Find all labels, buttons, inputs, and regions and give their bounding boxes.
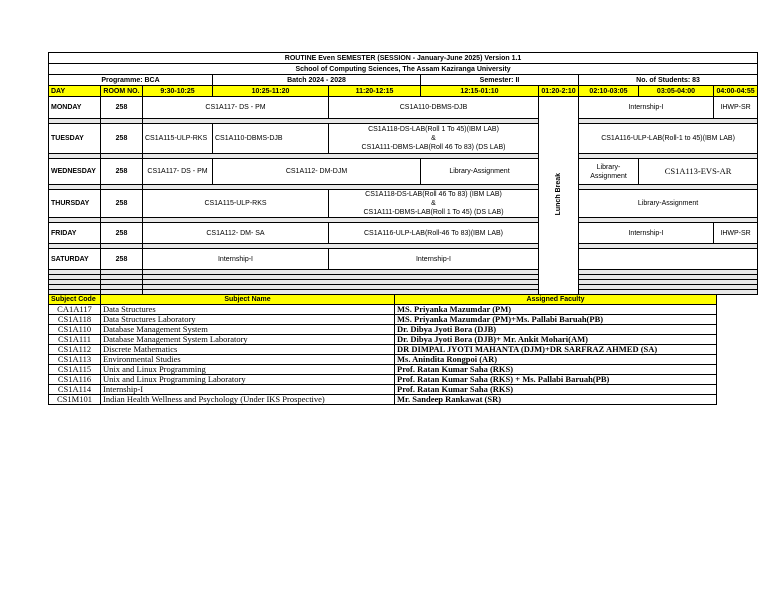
subject-faculty: Dr. Dibya Jyoti Bora (DJB) <box>395 325 717 335</box>
room-thursday: 258 <box>101 190 143 218</box>
subject-row <box>49 365 717 375</box>
wednesday-slot-5: CS1A113-EVS-AR <box>639 159 758 185</box>
subject-name: Database Management System Laboratory <box>101 335 395 345</box>
monday-slot-3: Internship-I <box>579 97 714 119</box>
subject-code: CS1A116 <box>49 375 101 385</box>
col-room: ROOM NO. <box>101 86 143 97</box>
subject-code: CS1A110 <box>49 325 101 335</box>
room-monday: 258 <box>101 97 143 119</box>
subject-faculty: MS. Priyanka Mazumdar (PM) <box>395 305 717 315</box>
lunch-label: Lunch Break <box>555 172 562 216</box>
subject-name-header: Subject Name <box>101 295 395 305</box>
subject-faculty: Prof. Ratan Kumar Saha (RKS) <box>395 385 717 395</box>
subject-code-header: Subject Code <box>49 295 101 305</box>
day-monday: MONDAY <box>49 97 101 119</box>
thursday-lab-2: CS1A111-DBMS-LAB(Roll 1 To 45) (DS LAB) <box>363 209 504 216</box>
students-label: No. of Students: 83 <box>579 75 758 86</box>
thursday-slot-3: Library-Assignment <box>579 190 758 218</box>
saturday-slot-3 <box>579 249 758 270</box>
wednesday-slot-3: Library-Assignment <box>421 159 539 185</box>
subject-row <box>49 385 717 395</box>
wednesday-slot-4: Library-Assignment <box>579 159 639 185</box>
subject-name: Data Structures Laboratory <box>101 315 395 325</box>
subject-faculty: DR DIMPAL JYOTI MAHANTA (DJM)+DR SARFRAZ AHMED (SA) <box>395 345 717 355</box>
monday-slot-1: CS1A117- DS - PM <box>143 97 329 119</box>
subject-code: CS1A112 <box>49 345 101 355</box>
subject-row <box>49 315 717 325</box>
thursday-lab-and: & <box>431 200 436 207</box>
subject-code: CS1A118 <box>49 315 101 325</box>
friday-slot-1: CS1A112- DM- SA <box>143 223 329 244</box>
subject-code: CS1A111 <box>49 335 101 345</box>
routine-title: ROUTINE Even SEMESTER (SESSION - January-June 2025) Version 1.1 <box>49 53 758 64</box>
subject-faculty: Mr. Sandeep Rankawat (SR) <box>395 395 717 405</box>
subject-table <box>48 294 717 405</box>
room-friday: 258 <box>101 223 143 244</box>
wednesday-slot-2: CS1A112- DM-DJM <box>213 159 421 185</box>
tuesday-slot-1: CS1A115-ULP-RKS <box>143 124 213 154</box>
routine-sheet <box>48 52 755 405</box>
day-wednesday: WEDNESDAY <box>49 159 101 185</box>
col-slot-6: 02:10-03:05 <box>579 86 639 97</box>
tuesday-lab-2: CS1A111-DBMS-LAB(Roll 46 To 83) (DS LAB) <box>361 144 506 151</box>
wednesday-slot-1: CS1A117- DS - PM <box>143 159 213 185</box>
day-thursday: THURSDAY <box>49 190 101 218</box>
day-tuesday: TUESDAY <box>49 124 101 154</box>
tuesday-lab-and: & <box>431 135 436 142</box>
subject-row <box>49 375 717 385</box>
subject-row <box>49 395 717 405</box>
col-slot-5: 01:20-2:10 <box>539 86 579 97</box>
col-slot-8: 04:00-04:55 <box>714 86 758 97</box>
subject-row <box>49 305 717 315</box>
subject-code: CS1A113 <box>49 355 101 365</box>
subject-name: Discrete Mathematics <box>101 345 395 355</box>
subject-name: Database Management System <box>101 325 395 335</box>
subject-row <box>49 325 717 335</box>
monday-slot-4: IHWP-SR <box>714 97 758 119</box>
friday-slot-3: Internship-I <box>579 223 714 244</box>
col-slot-7: 03:05-04:00 <box>639 86 714 97</box>
thursday-slot-1: CS1A115-ULP-RKS <box>143 190 329 218</box>
col-slot-3: 11:20-12:15 <box>329 86 421 97</box>
day-saturday: SATURDAY <box>49 249 101 270</box>
subject-name: Unix and Linux Programming Laboratory <box>101 375 395 385</box>
tuesday-lab-1: CS1A118-DS-LAB(Roll 1 To 45)(IBM LAB) <box>368 126 499 133</box>
tuesday-slot-4: CS1A116-ULP-LAB(Roll-1 to 45)(IBM LAB) <box>579 124 758 154</box>
subject-row <box>49 355 717 365</box>
friday-slot-4: IHWP-SR <box>714 223 758 244</box>
lunch-break <box>539 97 579 295</box>
batch-label: Batch 2024 - 2028 <box>213 75 421 86</box>
semester-label: Semester: II <box>421 75 579 86</box>
subject-name: Environmental Studies <box>101 355 395 365</box>
col-day: DAY <box>49 86 101 97</box>
tuesday-slot-2: CS1A110-DBMS-DJB <box>213 124 329 154</box>
subject-code: CA1A117 <box>49 305 101 315</box>
subject-name: Indian Health Wellness and Psychology (Under IKS Prospective) <box>101 395 395 405</box>
subject-faculty: Prof. Ratan Kumar Saha (RKS) <box>395 365 717 375</box>
room-saturday: 258 <box>101 249 143 270</box>
subject-faculty: Dr. Dibya Jyoti Bora (DJB)+ Mr. Ankit Mohari(AM) <box>395 335 717 345</box>
subject-code: CS1A115 <box>49 365 101 375</box>
subject-code: CS1A114 <box>49 385 101 395</box>
saturday-slot-2: Internship-I <box>329 249 539 270</box>
subject-name: Unix and Linux Programming <box>101 365 395 375</box>
subject-row <box>49 335 717 345</box>
room-wednesday: 258 <box>101 159 143 185</box>
subject-row <box>49 345 717 355</box>
saturday-slot-1: Internship-I <box>143 249 329 270</box>
school-name: School of Computing Sciences, The Assam Kaziranga University <box>49 64 758 75</box>
subject-faculty: Prof. Ratan Kumar Saha (RKS) + Ms. Pallabi Baruah(PB) <box>395 375 717 385</box>
subject-code: CS1M101 <box>49 395 101 405</box>
subject-name: Internship-I <box>101 385 395 395</box>
faculty-header: Assigned Faculty <box>395 295 717 305</box>
subject-faculty: MS. Priyanka Mazumdar (PM)+Ms. Pallabi Baruah(PB) <box>395 315 717 325</box>
thursday-lab-1: CS1A118-DS-LAB(Roll 46 To 83) (IBM LAB) <box>365 191 502 198</box>
monday-slot-2: CS1A110-DBMS-DJB <box>329 97 539 119</box>
col-slot-1: 9:30-10:25 <box>143 86 213 97</box>
tuesday-lab-block <box>329 124 539 154</box>
programme-label: Programme: BCA <box>49 75 213 86</box>
room-tuesday: 258 <box>101 124 143 154</box>
subject-name: Data Structures <box>101 305 395 315</box>
friday-slot-2: CS1A116-ULP-LAB(Roll-46 To 83)(IBM LAB) <box>329 223 539 244</box>
day-friday: FRIDAY <box>49 223 101 244</box>
col-slot-4: 12:15-01:10 <box>421 86 539 97</box>
subject-faculty: Ms. Anindita Rongpoi (AR) <box>395 355 717 365</box>
col-slot-2: 10:25-11:20 <box>213 86 329 97</box>
thursday-lab-block <box>329 190 539 218</box>
routine-table <box>48 52 758 295</box>
